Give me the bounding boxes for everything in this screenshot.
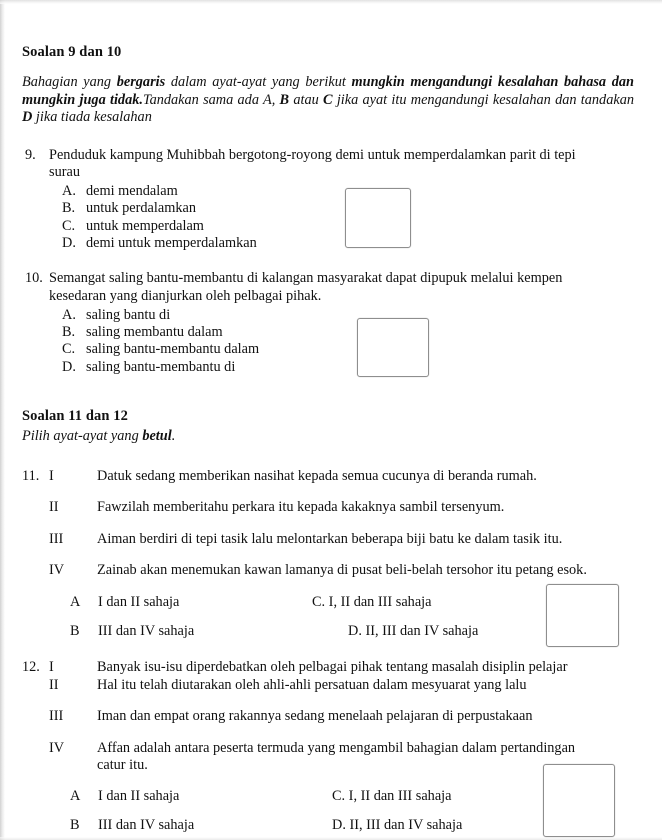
statement-11-i-numeral: I [49,467,54,484]
instruction-fragment-1: betul [142,428,172,445]
instruction-fragment-7: C [323,91,333,108]
question-10-number: 10. [25,270,43,287]
statement-11-iii-text: Aiman berdiri di tepi tasik lalu melontarkan beberapa biji batu ke dalam tasik itu. [97,530,563,547]
answer-11-a-text[interactable]: I dan II sahaja [98,594,180,610]
statement-11-ii-numeral: II [49,499,59,516]
statement-12-ii-text: Hal itu telah diutarakan oleh ahli-ahli persatuan dalam mesyuarat yang lalu [97,676,527,693]
question-9 [22,147,640,253]
option-10-a-letter: A. [62,306,76,323]
instruction-soalan-9-10 [22,74,634,127]
question-10-options [22,307,640,377]
statement-12-ii-numeral: II [49,676,59,693]
section-heading-soalan-11-12: Soalan 11 dan 12 [22,408,128,425]
instruction-fragment-9: D [22,109,33,125]
answer-12-b-letter: B [70,816,80,833]
instruction-fragment-10: jika tiada kesalahan [32,109,152,125]
statement-11-i [22,468,640,486]
option-10-b-letter: B. [62,323,76,340]
instruction-fragment-4: Tandakan sama ada A, [142,91,280,108]
statement-12-iii-numeral: III [49,708,64,725]
statement-11-iv-numeral: IV [49,562,65,579]
statement-11-ii [22,499,640,517]
section-heading-soalan-9-10: Soalan 9 dan 10 [22,44,122,60]
instruction-soalan-11-12 [22,428,422,446]
answer-11-b-text[interactable]: III dan IV sahaja [98,623,195,639]
statement-12-iii-text: Iman dan empat orang rakannya sedang menelaah pelajaran di perpustakaan [97,708,533,725]
option-10-c-text: saling bantu-membantu dalam [86,341,260,358]
answer-11-a-letter: A [70,594,81,610]
question-9-stem: Penduduk kampung Muhibbah bergotong-royong demi untuk memperdalamkan parit di tepi [49,146,576,163]
answer-box-q9[interactable] [345,188,411,248]
statement-12-iv-text-line2: catur itu. [97,757,148,774]
statement-12-i-numeral: I [49,659,54,675]
statement-12-i [22,659,640,677]
option-9-a-letter: A. [62,182,76,199]
statement-11-iv-text: Zainab akan menemukan kawan lamanya di pusat beli-belah tersohor itu petang esok. [97,562,587,579]
answer-11-c-text[interactable]: C. I, II dan III sahaja [312,594,432,610]
instruction-fragment-1: bergaris [116,74,166,90]
answer-11-b-letter: B [70,623,80,639]
instruction-fragment-0: Bahagian yang [22,74,117,90]
instruction-fragment-6: atau [289,91,324,108]
statement-12-ii [22,677,640,695]
statement-12-i-text: Banyak isu-isu diperdebatkan oleh pelbagai pihak tentang masalah disiplin pelajar [97,659,568,675]
option-9-a-text: demi mendalam [86,182,178,199]
answer-11-d-text[interactable]: D. II, III dan IV sahaja [348,623,479,639]
instruction-fragment-8: jika ayat itu mengandungi kesalahan dan tandakan [332,91,634,108]
answer-box-q11[interactable] [546,584,619,647]
option-10-a-text: saling bantu di [86,306,171,323]
option-9-d-letter: D. [62,234,76,251]
question-12-number: 12. [22,659,40,675]
answer-12-d-text[interactable]: D. II, III dan IV sahaja [332,816,463,833]
answer-12-a-letter: A [70,787,81,804]
question-10-stem: Semangat saling bantu-membantu di kalangan masyarakat dapat dipupuk melalui kempen [49,270,563,287]
instruction-fragment-2: dalam ayat-ayat yang berikut [165,74,352,90]
option-9-b-text: untuk perdalamkan [86,200,196,217]
question-9-stem-line2: surau [49,164,80,181]
statement-11-i-text: Datuk sedang memberikan nasihat kepada semua cucunya di beranda rumah. [97,467,537,484]
option-10-d-text: saling bantu-membantu di [86,358,236,375]
statement-12-iii [22,708,640,726]
option-10-c-letter: C. [62,341,76,358]
instruction-fragment-5: B [279,91,290,108]
statement-11-iii-numeral: III [49,530,64,547]
statement-12-iv-text: Affan adalah antara peserta termuda yang mengambil bahagian dalam pertandingan [97,739,576,756]
option-10-d-letter: D. [62,358,76,375]
answer-box-q12[interactable] [543,764,615,837]
statement-11-iv [22,562,640,580]
instruction-fragment-3: mungkin mengandungi kesalahan bahasa dan mungkin juga tidak. [22,74,634,108]
question-9-number: 9. [25,146,36,163]
question-10-stem-line2: kesedaran yang dianjurkan oleh pelbagai pihak. [49,287,322,304]
statement-11-ii-text: Fawzilah memberitahu perkara itu kepada kakaknya sambil tersenyum. [97,499,505,516]
answer-12-b-text[interactable]: III dan IV sahaja [98,816,195,833]
answer-box-q10[interactable] [357,318,429,377]
question-11-number: 11. [22,467,40,484]
answer-12-a-text[interactable]: I dan II sahaja [98,787,180,804]
statement-11-iii [22,531,640,549]
instruction-fragment-2: . [171,428,176,445]
option-9-b-letter: B. [62,200,76,217]
option-9-c-letter: C. [62,217,76,234]
option-10-c[interactable] [62,341,640,358]
statement-12-iv [22,740,640,758]
option-10-b-text: saling membantu dalam [86,323,223,340]
option-10-a[interactable] [62,307,640,324]
option-10-b[interactable] [62,324,640,341]
option-10-d[interactable] [62,359,640,376]
option-9-c-text: untuk memperdalam [86,217,204,234]
option-9-d-text: demi untuk memperdalamkan [86,234,257,251]
question-9-options [22,183,640,253]
instruction-fragment-0: Pilih ayat-ayat yang [22,428,143,445]
answer-12-c-text[interactable]: C. I, II dan III sahaja [332,787,452,804]
question-10 [22,270,640,376]
statement-12-iv-numeral: IV [49,739,65,756]
